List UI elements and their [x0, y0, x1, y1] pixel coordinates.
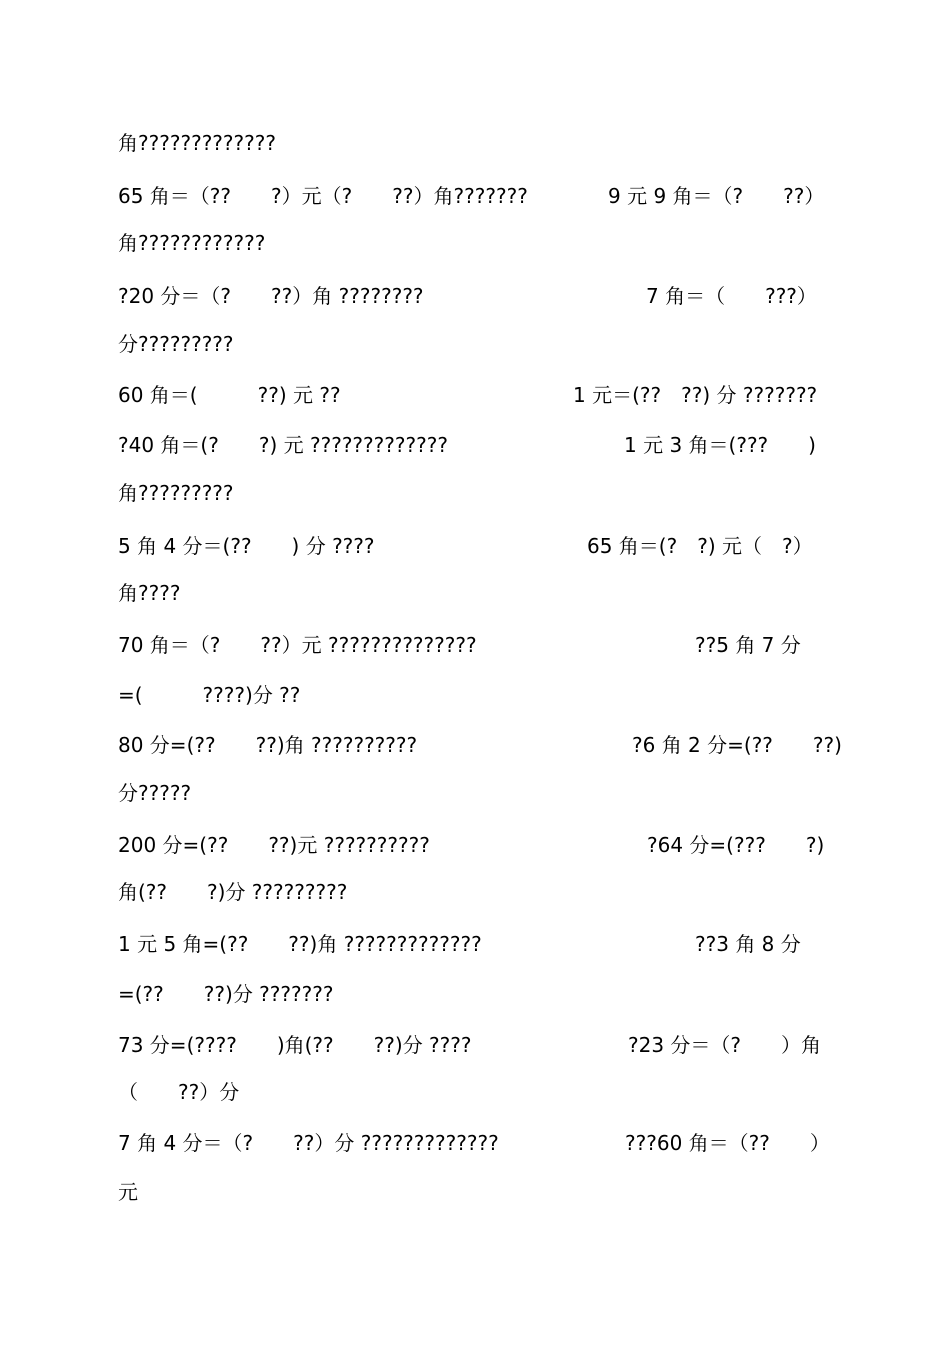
- worksheet-line: [0, 531, 950, 561]
- line-left-text: （ ??）分: [118, 1080, 240, 1104]
- worksheet-line: [0, 730, 950, 760]
- worksheet-line: [0, 380, 950, 410]
- worksheet-line: [0, 778, 950, 808]
- line-left-text: 分?????????: [118, 332, 234, 356]
- worksheet-line: [0, 680, 950, 710]
- worksheet-line: [0, 228, 950, 258]
- line-left-text: 60 角＝( ??) 元 ??: [118, 383, 341, 407]
- worksheet-line: [0, 830, 950, 860]
- line-left-text: ?20 分＝（? ??）角 ????????: [118, 284, 424, 308]
- line-left-text: 7 角 4 分＝（? ??）分 ?????????????: [118, 1131, 499, 1155]
- line-left-text: 65 角＝（?? ?）元（? ??）角???????: [118, 184, 528, 208]
- worksheet-line: [0, 578, 950, 608]
- line-left-text: 70 角＝（? ??）元 ??????????????: [118, 633, 477, 657]
- worksheet-line: [0, 1077, 950, 1107]
- line-right-text: 1 元 3 角＝(??? ): [624, 433, 816, 457]
- worksheet-line: [0, 877, 950, 907]
- worksheet-line: [0, 1030, 950, 1060]
- worksheet-line: [0, 1128, 950, 1158]
- line-left-text: 角?????????: [118, 481, 234, 505]
- worksheet-line: [0, 1177, 950, 1207]
- line-right-text: 9 元 9 角＝（? ??）: [608, 184, 825, 208]
- line-left-text: 角(?? ?)分 ?????????: [118, 880, 348, 904]
- line-left-text: 角????: [118, 581, 181, 605]
- line-left-text: 80 分=(?? ??)角 ??????????: [118, 733, 418, 757]
- worksheet-line: [0, 630, 950, 660]
- line-left-text: 分?????: [118, 781, 192, 805]
- worksheet-line: [0, 929, 950, 959]
- line-left-text: 73 分=(???? )角(?? ??)分 ????: [118, 1033, 472, 1057]
- line-right-text: ??3 角 8 分: [695, 932, 801, 956]
- line-right-text: ?23 分＝（? ）角: [628, 1033, 822, 1057]
- line-left-text: =(?? ??)分 ???????: [118, 982, 334, 1006]
- line-left-text: 元: [118, 1180, 138, 1204]
- line-right-text: 7 角＝（ ???）: [646, 284, 817, 308]
- worksheet-line: [0, 128, 950, 158]
- worksheet-line: [0, 181, 950, 211]
- line-left-text: 1 元 5 角=(?? ??)角 ?????????????: [118, 932, 482, 956]
- line-left-text: =( ????)分 ??: [118, 683, 301, 707]
- worksheet-line: [0, 979, 950, 1009]
- line-right-text: ?6 角 2 分=(?? ??): [632, 733, 842, 757]
- line-right-text: ??5 角 7 分: [695, 633, 801, 657]
- line-left-text: 200 分=(?? ??)元 ??????????: [118, 833, 430, 857]
- worksheet-line: [0, 329, 950, 359]
- worksheet-line: [0, 478, 950, 508]
- line-right-text: ???60 角＝（?? ）: [625, 1131, 830, 1155]
- line-left-text: 5 角 4 分＝(?? ) 分 ????: [118, 534, 375, 558]
- line-right-text: 1 元＝(?? ??) 分 ???????: [573, 383, 818, 407]
- line-right-text: 65 角＝(? ?) 元（ ?）: [587, 534, 813, 558]
- line-left-text: ?40 角＝(? ?) 元 ?????????????: [118, 433, 448, 457]
- worksheet-line: [0, 430, 950, 460]
- line-left-text: 角?????????????: [118, 131, 276, 155]
- line-left-text: 角????????????: [118, 231, 266, 255]
- worksheet-line: [0, 281, 950, 311]
- line-right-text: ?64 分=(??? ?): [647, 833, 825, 857]
